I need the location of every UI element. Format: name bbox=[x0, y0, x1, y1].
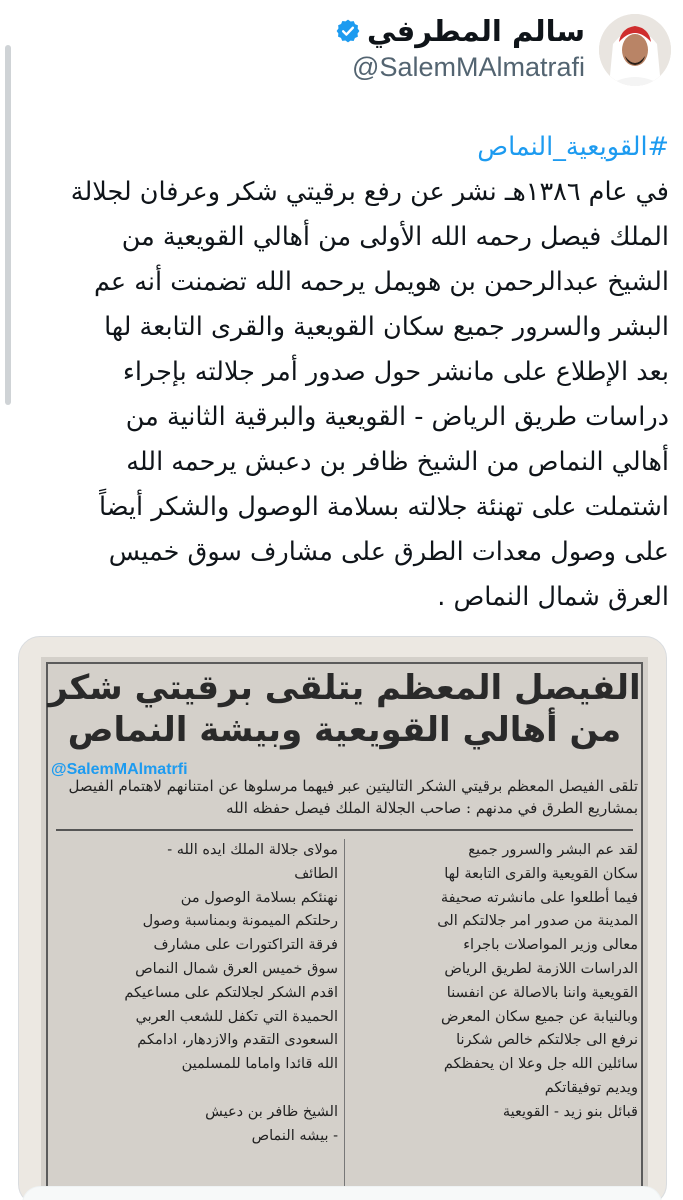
clipping-text-line: القويعية واننا بالاصالة عن انفسنا bbox=[446, 984, 638, 1001]
tweet-header bbox=[31, 8, 671, 88]
clipping-text-line: مولاى جلالة الملك ايده الله - bbox=[167, 842, 338, 858]
clipping-text-line: المدينة من صدور امر جلالتكم الى bbox=[437, 913, 638, 930]
clipping-text-line: الشيخ ظافر بن دعيش bbox=[205, 1103, 338, 1120]
tweet-line: في عام ١٣٨٦هـ نشر عن رفع برقيتي شكر وعرفان لجلالة bbox=[70, 177, 669, 207]
clipping-text-line: ويديم توفيقاتكم bbox=[544, 1079, 638, 1096]
hashtag-link[interactable]: #القويعية_النماص bbox=[477, 132, 669, 162]
clipping-right-column bbox=[353, 839, 638, 1125]
tweet-line: بعد الإطلاع على مانشر حول صدور أمر جلالته بإجراء bbox=[122, 357, 669, 387]
clipping-text-line: السعودى التقدم والازدهار، ادامكم bbox=[137, 1032, 338, 1049]
tweet-line: دراسات طريق الرياض - القويعية والبرقية الثانية من bbox=[125, 402, 669, 432]
tweet-line: الملك فيصل رحمه الله الأولى من أهالي القويعية من bbox=[121, 222, 669, 252]
column-divider bbox=[344, 839, 345, 1200]
clipping-text-line: سكان القويعية والقرى التابعة لها bbox=[444, 865, 638, 882]
clipping-text-line: اقدم الشكر لجلالتكم على مساعيكم bbox=[124, 984, 338, 1001]
clipping-text-line: وبالنيابة عن جميع سكان المعرض bbox=[441, 1008, 638, 1025]
avatar[interactable] bbox=[599, 14, 671, 86]
clipping-text-line: نهنئكم بسلامة الوصول من bbox=[180, 889, 338, 906]
clipping-text-line: رحلتكم الميمونة وبمناسبة وصول bbox=[142, 913, 338, 930]
headline-line: من أهالي القويعية وبيشة النماص bbox=[67, 710, 622, 750]
clipping-text-line: الدراسات اللازمة لطريق الرياض bbox=[444, 960, 638, 977]
scrollbar[interactable] bbox=[5, 45, 11, 405]
clipping-text-line: فرقة التراكتورات على مشارف bbox=[153, 937, 338, 954]
clipping-text-line: فيما أطلعوا على مانشرته صحيفة bbox=[440, 889, 638, 906]
headline-line: الفيصل المعظم يتلقى برقيتي شكر bbox=[48, 668, 641, 708]
clipping-text-line: قبائل بنو زيد - القويعية bbox=[502, 1103, 638, 1120]
avatar-image bbox=[599, 14, 671, 86]
display-name[interactable]: سالم المطرفي bbox=[366, 14, 585, 48]
clipping-text-line: سوق خميس العرق شمال النماص bbox=[135, 960, 338, 977]
bottom-action-bar[interactable] bbox=[22, 1186, 662, 1200]
clipping-text-line: سائلين الله جل وعلا ان يحفظكم bbox=[443, 1056, 638, 1073]
clipping-text-line: معالى وزير المواصلات باجراء bbox=[463, 937, 638, 954]
clipping-text-line: لقد عم البشر والسرور جميع bbox=[468, 842, 638, 858]
clipping-text-line bbox=[53, 1077, 338, 1101]
tweet-line: اشتملت على تهنئة جلالته بسلامة الوصول والشكر أيضاً bbox=[99, 492, 669, 522]
clipping-text-line: - بيشه النماص bbox=[251, 1127, 338, 1144]
tweet-media-image[interactable] bbox=[18, 636, 667, 1200]
divider bbox=[56, 829, 633, 831]
verified-badge-icon bbox=[335, 18, 361, 44]
clipping-text-line: الحميدة التي تكفل للشعب العربي bbox=[135, 1008, 338, 1025]
author-info bbox=[335, 8, 585, 83]
tweet-line: على وصول معدات الطرق على مشارف سوق خميس bbox=[108, 537, 669, 567]
newspaper-clipping bbox=[41, 657, 648, 1200]
clipping-intro: تلقى الفيصل المعظم برقيتي الشكر التاليتين عبر فيهما مرسلوها عن امتنانهم لاهتمام الفيصل بمشاريع الطرق في مدنهم : صاحب الجلالة الملك فيصل حفظه الله bbox=[68, 777, 638, 817]
clipping-text-line: الله قائدا واماما للمسلمين bbox=[181, 1056, 338, 1073]
tweet-line: أهالي النماص من الشيخ ظافر بن دعبش يرحمه الله bbox=[126, 447, 669, 477]
clipping-text-line: الطائف bbox=[294, 865, 338, 882]
tweet-line: الشيخ عبدالرحمن بن هويمل يرحمه الله تضمنت أنه عم bbox=[93, 267, 669, 297]
tweet-text bbox=[19, 125, 669, 620]
clipping-left-column bbox=[53, 839, 338, 1148]
user-handle[interactable]: @SalemMAlmatrafi bbox=[352, 52, 585, 82]
watermark: @SalemMAlmatrfi bbox=[51, 761, 188, 778]
tweet-line: البشر والسرور جميع سكان القويعية والقرى التابعة لها bbox=[104, 312, 669, 342]
tweet-line: العرق شمال النماص . bbox=[437, 582, 669, 612]
clipping-text-line: نرفع الى جلالتكم خالص شكرنا bbox=[456, 1032, 638, 1049]
clipping-headline bbox=[41, 667, 648, 751]
